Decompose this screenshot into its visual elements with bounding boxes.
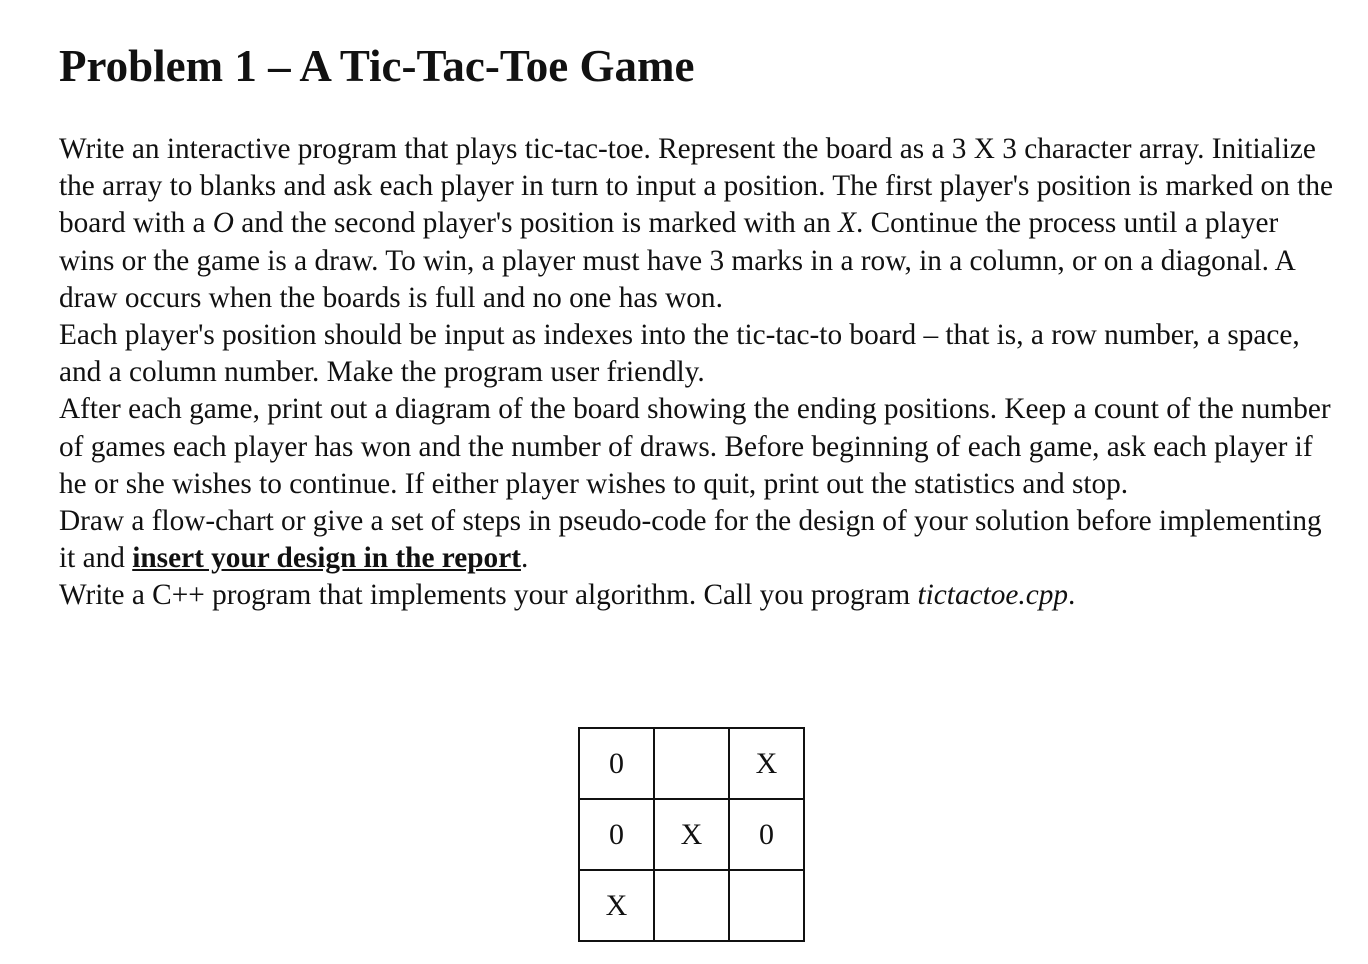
board-cell bbox=[729, 870, 804, 941]
board-cell: X bbox=[579, 870, 654, 941]
program-filename: tictactoe.cpp bbox=[917, 579, 1069, 612]
board-cell bbox=[654, 870, 729, 941]
design-emphasis: insert your design in the report bbox=[132, 542, 521, 575]
board-cell: 0 bbox=[579, 728, 654, 799]
rules-text-3: . Continue the process until a player wins or the game is a draw. To win, a player must have 3 marks in a row, in a column, or on a diagonal. A draw occurs when the boards is full and no one has won. bbox=[59, 207, 1295, 314]
paragraph-input-format: Each player's position should be input as indexes into the tic-tac-to board – that is, a row number, a space, and a column number. Make the program user friendly. bbox=[59, 319, 1300, 389]
paragraph-design bbox=[59, 503, 1334, 577]
design-text-1: Draw a flow-chart or give a set of steps in pseudo-code for the design of your solution before implementing it and bbox=[59, 505, 1322, 575]
board-cell: X bbox=[654, 799, 729, 870]
paragraph-game-rules bbox=[59, 131, 1334, 317]
paragraph-implementation bbox=[59, 577, 1334, 614]
board-cell bbox=[654, 728, 729, 799]
problem-description bbox=[59, 131, 1334, 615]
paragraph-statistics: After each game, print out a diagram of the board showing the ending positions. Keep a count of the number of games each player has won and the number of draws. Before beginning of each game, ask each player if he or she wishes to continue. If either player wishes to quit, print out the statistics and stop. bbox=[59, 393, 1331, 500]
tic-tac-toe-board bbox=[578, 727, 805, 942]
implementation-text-2: . bbox=[1068, 579, 1076, 612]
board-cell: X bbox=[729, 728, 804, 799]
board-cell: 0 bbox=[729, 799, 804, 870]
o-mark-italic: O bbox=[212, 207, 234, 240]
board-cell: 0 bbox=[579, 799, 654, 870]
board-row bbox=[579, 870, 804, 941]
x-mark-italic: X bbox=[838, 207, 856, 240]
design-text-2: . bbox=[520, 542, 529, 575]
board-row bbox=[579, 799, 804, 870]
rules-text-1: Write an interactive program that plays tic-tac-toe. Represent the board as a 3 X 3 character array. Initialize the array to blanks and ask each player in turn to input a position. The first player's position is marked on the board with a bbox=[59, 133, 1333, 240]
rules-text-2: and the second player's position is marked with an bbox=[233, 207, 839, 240]
implementation-text-1: Write a C++ program that implements your algorithm. Call you program bbox=[59, 579, 918, 612]
board-row bbox=[579, 728, 804, 799]
problem-title: Problem 1 – A Tic-Tac-Toe Game bbox=[59, 41, 695, 91]
